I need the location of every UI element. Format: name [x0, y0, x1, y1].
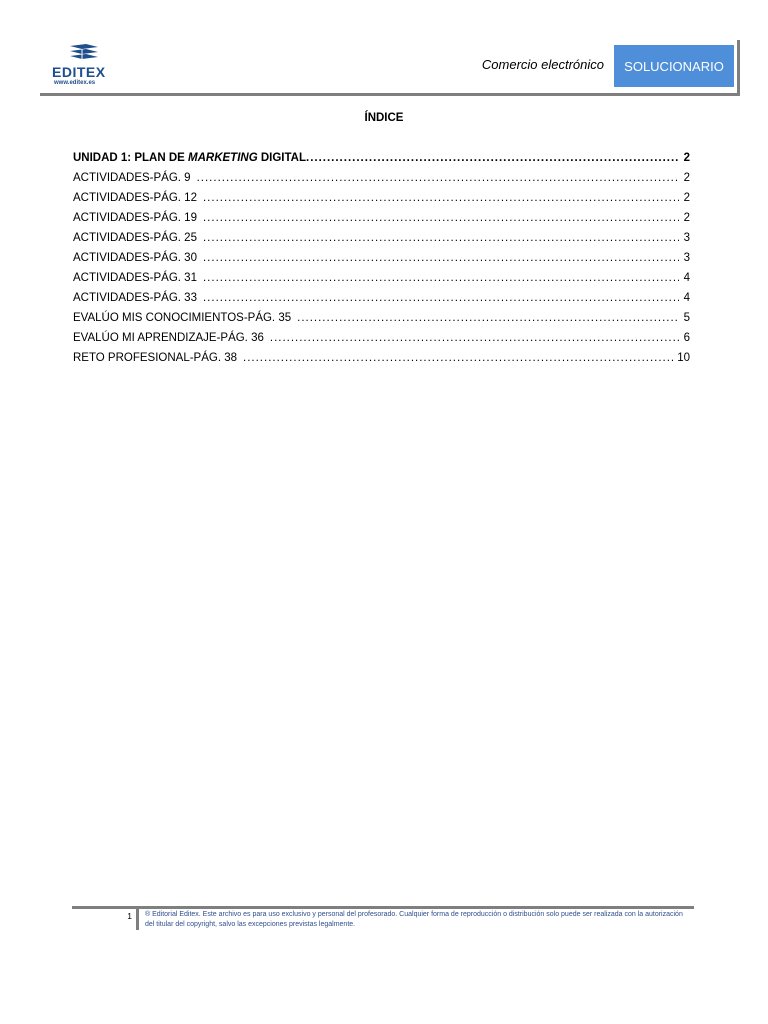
toc-entry-label: ACTIVIDADES-PÁG. 31 — [73, 272, 197, 284]
toc-page-number: 4 — [683, 292, 690, 304]
toc-entry[interactable] — [73, 188, 690, 208]
toc-page-number: 5 — [683, 312, 690, 324]
header-divider — [40, 93, 740, 96]
toc-page-number: 6 — [683, 332, 690, 344]
toc-leader-dots — [306, 148, 679, 168]
toc-entry[interactable] — [73, 348, 690, 368]
toc-entry-label: ACTIVIDADES-PÁG. 19 — [73, 212, 197, 224]
toc-entry-label: ACTIVIDADES-PÁG. 9 — [73, 172, 191, 184]
toc-leader-dots — [243, 348, 674, 368]
logo-wordmark: EDITEX — [52, 64, 106, 80]
toc-entry-label: EVALÚO MIS CONOCIMIENTOS-PÁG. 35 — [73, 312, 292, 324]
toc-entry-label: ACTIVIDADES-PÁG. 12 — [73, 192, 197, 204]
solucionario-badge: SOLUCIONARIO — [614, 45, 734, 87]
toc-page-number: 3 — [683, 252, 690, 264]
toc-entry[interactable] — [73, 328, 690, 348]
toc-page-number: 4 — [683, 272, 690, 284]
toc-leader-dots — [203, 208, 679, 228]
table-of-contents — [73, 148, 690, 368]
index-title: ÍNDICE — [364, 112, 404, 124]
toc-entry-label: ACTIVIDADES-PÁG. 33 — [73, 292, 197, 304]
toc-leader-dots — [203, 288, 679, 308]
footer-vertical-divider — [136, 906, 139, 930]
toc-leader-dots — [203, 228, 679, 248]
toc-unit-heading[interactable] — [73, 148, 690, 168]
logo-url: www.editex.es — [54, 80, 96, 86]
toc-leader-dots — [297, 308, 679, 328]
editex-logo — [50, 42, 112, 90]
toc-unit-label: UNIDAD 1: PLAN DE MARKETING DIGITAL — [73, 152, 306, 164]
header-vertical-divider — [737, 40, 740, 96]
toc-entry[interactable] — [73, 268, 690, 288]
toc-leader-dots — [197, 168, 679, 188]
toc-page-number: 2 — [683, 192, 690, 204]
toc-entry[interactable] — [73, 228, 690, 248]
toc-page-number: 2 — [683, 152, 690, 164]
toc-entry[interactable] — [73, 308, 690, 328]
toc-entry-label: ACTIVIDADES-PÁG. 25 — [73, 232, 197, 244]
toc-leader-dots — [203, 248, 679, 268]
copyright-notice: ® Editorial Editex. Este archivo es para uso exclusivo y personal del profesorado. Cualquier forma de reproducción o distribución solo puede ser realizada con la autorización del titular del copyright, salvo las excepciones previstas legalmente. — [145, 911, 683, 928]
toc-page-number: 2 — [683, 172, 690, 184]
toc-entry-label: RETO PROFESIONAL-PÁG. 38 — [73, 352, 238, 364]
toc-page-number: 2 — [683, 212, 690, 224]
books-icon — [64, 42, 104, 64]
toc-leader-dots — [270, 328, 679, 348]
toc-entry[interactable] — [73, 208, 690, 228]
page-number: 1 — [127, 911, 132, 921]
page-header — [40, 40, 740, 96]
course-title: Comercio electrónico — [481, 57, 604, 72]
toc-entry[interactable] — [73, 288, 690, 308]
toc-page-number: 3 — [683, 232, 690, 244]
toc-leader-dots — [203, 188, 679, 208]
toc-entry-label: EVALÚO MI APRENDIZAJE-PÁG. 36 — [73, 332, 264, 344]
toc-entry-label: ACTIVIDADES-PÁG. 30 — [73, 252, 197, 264]
toc-entry[interactable] — [73, 248, 690, 268]
footer-divider — [72, 906, 694, 909]
toc-page-number: 10 — [677, 352, 690, 364]
toc-leader-dots — [203, 268, 679, 288]
toc-entry[interactable] — [73, 168, 690, 188]
